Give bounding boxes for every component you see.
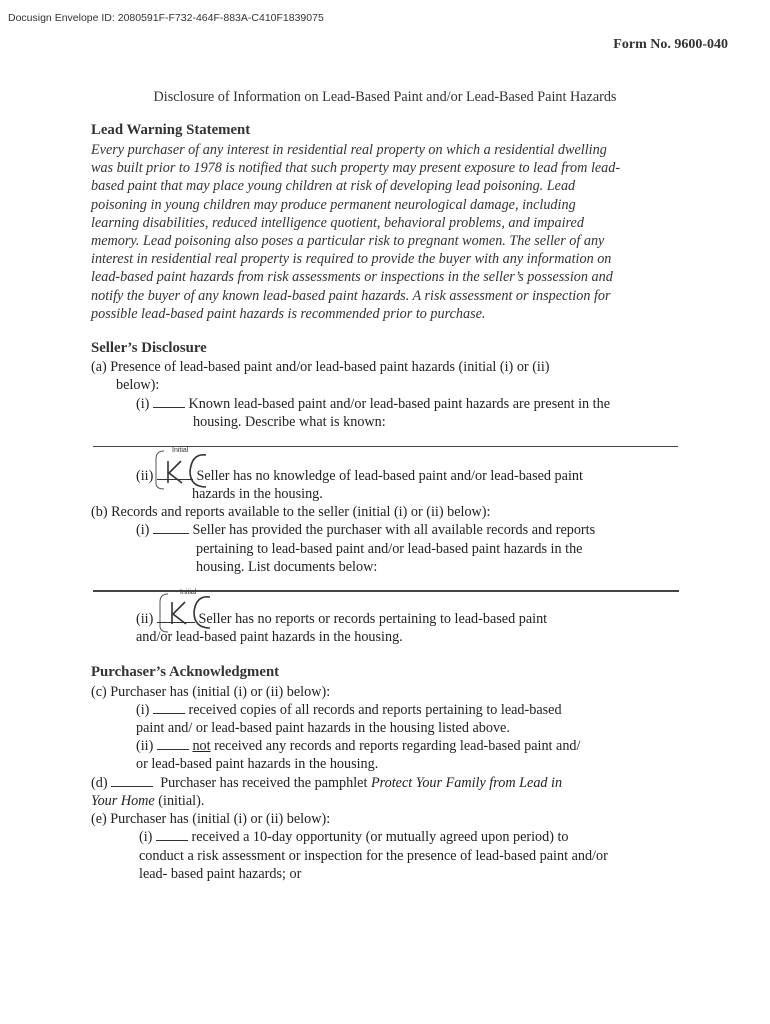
lead-warning-heading: Lead Warning Statement — [91, 122, 251, 138]
warning-line: interest in residential real property is required to provide the buyer with any information on — [91, 251, 612, 268]
seller-a-ii-line1: Seller has no knowledge of lead-based paint and/or lead-based paint — [196, 468, 583, 484]
purchaser-c-i-prefix: (i) — [136, 702, 150, 718]
seller-b-ii-prefix: (ii) — [136, 611, 154, 627]
warning-line: notify the buyer of any known lead-based paint hazards. A risk assessment or inspection for — [91, 287, 611, 304]
warning-line: poisoning in young children may produce permanent neurological damage, including — [91, 196, 576, 213]
purchaser-c-ii-initial-blank[interactable] — [157, 737, 189, 750]
warning-line: was built prior to 1978 is notified that such property may present exposure to lead from lead- — [91, 160, 621, 177]
seller-b-i-line3: housing. List documents below: — [196, 559, 378, 575]
seller-b-i-prefix: (i) — [136, 522, 150, 538]
purchaser-c-i-line2: paint and/ or lead-based paint hazards in the housing listed above. — [136, 720, 510, 736]
warning-line: memory. Lead poisoning also poses a particular risk to pregnant women. The seller of any — [91, 233, 605, 250]
seller-b-ii-row — [136, 610, 547, 628]
purchaser-e-i-line1: received a 10-day opportunity (or mutually agreed upon period) to — [191, 829, 569, 845]
purchaser-d-prefix: (d) — [91, 775, 108, 791]
purchaser-e-i-line3: lead- based paint hazards; or — [139, 866, 302, 882]
warning-line: Every purchaser of any interest in residential real property on which a residential dwelling — [91, 142, 607, 158]
purchaser-e-i-prefix: (i) — [139, 829, 153, 845]
purchaser-acknowledgment-heading: Purchaser’s Acknowledgment — [91, 664, 280, 680]
purchaser-c-ii-line1: received any records and reports regarding lead-based paint and/ — [214, 738, 581, 754]
warning-line: lead-based paint hazards from risk assessments or inspections in the seller’s possession and — [91, 269, 613, 286]
purchaser-d-suffix: (initial). — [158, 793, 205, 809]
purchaser-e-line1: (e) Purchaser has (initial (i) or (ii) below): — [91, 811, 331, 827]
document-title: Disclosure of Information on Lead-Based Paint and/or Lead-Based Paint Hazards — [153, 89, 617, 105]
purchaser-c-i-initial-blank[interactable] — [153, 701, 185, 714]
seller-b-ii-line1: Seller has no reports or records pertaining to lead-based paint — [198, 611, 548, 627]
seller-a-line2: below): — [116, 377, 160, 393]
seller-b-ii-line2: and/or lead-based paint hazards in the housing. — [136, 629, 403, 645]
seller-a-line1: (a) Presence of lead-based paint and/or lead-based paint hazards (initial (i) or (ii) — [91, 359, 550, 375]
purchaser-d-row2 — [91, 792, 204, 810]
purchaser-e-i-initial-blank[interactable] — [156, 828, 188, 841]
seller-a-i-prefix: (i) — [136, 396, 150, 412]
seller-a-i-initial-blank[interactable] — [153, 395, 185, 408]
seller-a-ii-row — [136, 467, 583, 485]
initial-label: Initial — [180, 589, 197, 596]
purchaser-d-text: Purchaser has received the pamphlet — [160, 775, 368, 791]
purchaser-e-i-row — [139, 828, 569, 846]
seller-b-i-line2: pertaining to lead-based paint and/or lead-based paint hazards in the — [196, 541, 583, 557]
pamphlet-title: Protect Your Family from Lead in — [370, 775, 563, 791]
initial-label: Initial — [172, 447, 189, 454]
warning-line: learning disabilities, reduced intelligence quotient, behavioral problems, and impaired — [91, 214, 584, 231]
purchaser-c-ii-line2: or lead-based paint hazards in the housing. — [136, 756, 379, 772]
seller-b-i-line1: Seller has provided the purchaser with all available records and reports — [192, 522, 596, 538]
purchaser-c-i-line1: received copies of all records and reports pertaining to lead-based — [188, 702, 562, 718]
seller-b-i-row — [136, 521, 595, 539]
seller-b-i-initial-blank[interactable] — [153, 521, 189, 534]
purchaser-c-ii-row — [136, 737, 580, 755]
pamphlet-title-cont: Your Home — [91, 793, 155, 809]
purchaser-e-i-line2: conduct a risk assessment or inspection for the presence of lead-based paint and/or — [139, 848, 608, 864]
purchaser-d-initial-blank[interactable] — [111, 774, 153, 787]
warning-line: based paint that may place young children at risk of developing lead poisoning. Lead — [91, 178, 576, 195]
seller-a-i-row — [136, 395, 610, 413]
seller-disclosure-heading: Seller’s Disclosure — [91, 340, 207, 356]
seller-b-ii-initial-blank[interactable] — [157, 610, 195, 623]
seller-a-ii-initial-blank[interactable] — [157, 467, 193, 480]
seller-b-line1: (b) Records and reports available to the seller (initial (i) or (ii) below): — [91, 504, 491, 520]
purchaser-c-i-row — [136, 701, 562, 719]
purchaser-d-row — [91, 774, 562, 792]
purchaser-c-ii-prefix: (ii) — [136, 738, 154, 754]
seller-a-i-line1: Known lead-based paint and/or lead-based paint hazards are present in the — [188, 396, 611, 412]
docusign-envelope-id: Docusign Envelope ID: 2080591F-F732-464F-883A-C410F1839075 — [8, 12, 324, 24]
form-number: Form No. 9600-040 — [613, 37, 728, 52]
seller-a-i-line2: housing. Describe what is known: — [193, 414, 386, 430]
purchaser-c-ii-not: not — [192, 738, 211, 754]
warning-line: possible lead-based paint hazards is recommended prior to purchase. — [91, 305, 486, 322]
seller-a-ii-line2: hazards in the housing. — [192, 486, 323, 502]
lead-warning-statement — [91, 141, 681, 323]
purchaser-c-line1: (c) Purchaser has (initial (i) or (ii) below): — [91, 684, 331, 700]
seller-a-ii-prefix: (ii) — [136, 468, 154, 484]
